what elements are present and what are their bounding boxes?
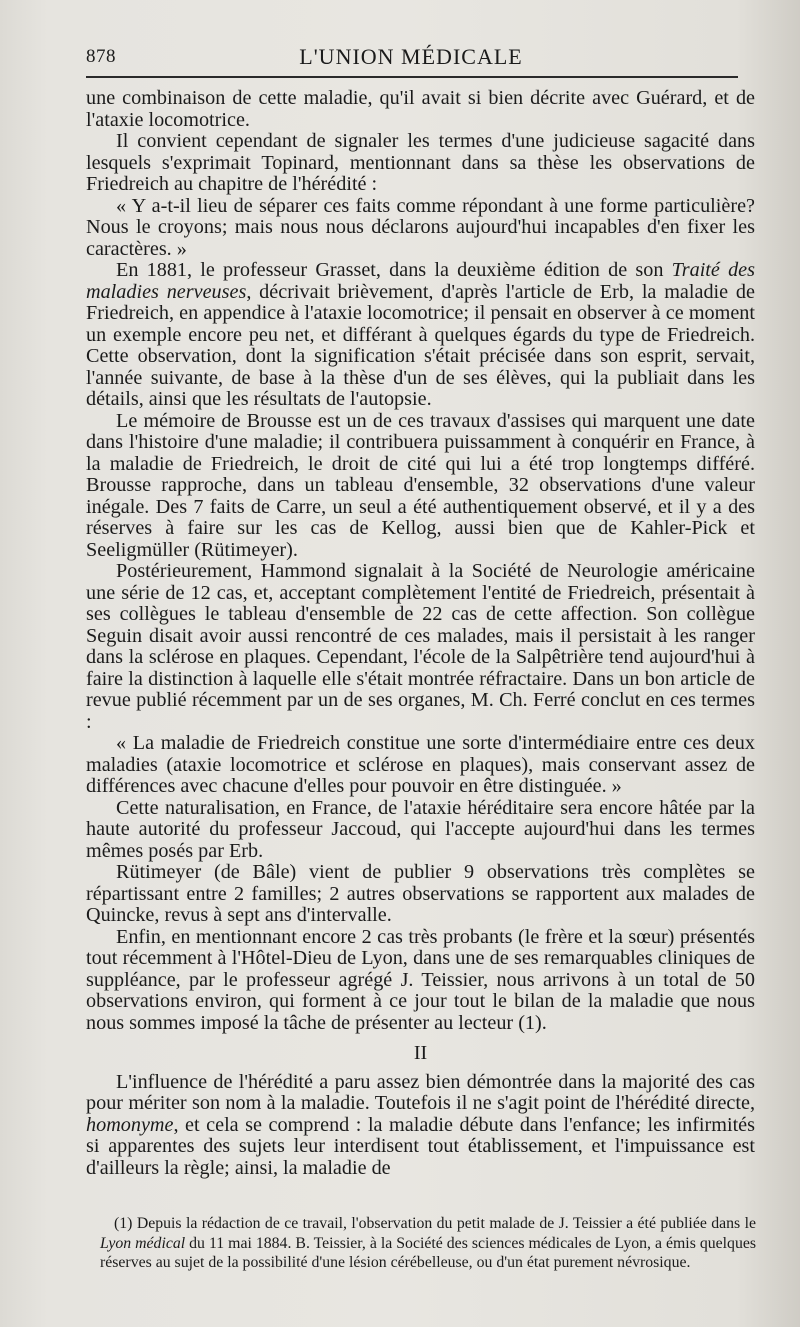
- paragraph-hammond: Postérieurement, Hammond signalait à la Société de Neurologie américaine une série de 12 cas, et, acceptant complètement l'entité de Friedreich, présentait à ses collègues le tableau d'ensemble de 22 cas de cette affection. Son collègue Seguin disait avoir aussi rencontré de ces malades, mais il persistait à les ranger dans la sclérose en plaques. Cependant, l'école de la Salpêtrière tend aujourd'hui à faire la distinction à laquelle elle s'était montrée réfractaire. Dans un bon article de revue publié récemment par un de ses organes, M. Ch. Ferré conclut en ces termes :: [86, 560, 755, 733]
- header-rule: [86, 76, 738, 78]
- paragraph-teissier: Enfin, en mentionnant encore 2 cas très probants (le frère et la sœur) présentés tout récemment à l'Hôtel-Dieu de Lyon, dans une de ses remarquables cliniques de suppléance, par le professeur agrégé J. Teissier, nous arrivons à un total de 50 observations environ, qui forment à ce jour tout le bilan de la maladie que nous nous sommes imposé la tâche de présenter au lecteur (1).: [86, 925, 755, 1034]
- text-span: (1) Depuis la rédaction de ce travail, l'observation du petit malade de J. Teissier a été publiée dans le: [114, 1215, 756, 1232]
- page-header: [86, 44, 736, 74]
- footnote-text: [100, 1214, 756, 1273]
- footnote: [100, 1214, 756, 1273]
- paragraph-rutimeyer: Rütimeyer (de Bâle) vient de publier 9 observations très complètes se répartissant entre 2 familles; 2 autres observations se rapportent aux malades de Quincke, revus à sept ans d'intervalle.: [86, 861, 755, 926]
- journal-title: Lyon médical: [100, 1234, 186, 1252]
- running-title: L'UNION MÉDICALE: [299, 44, 523, 69]
- section-heading: II: [413, 1042, 428, 1064]
- paragraph-grasset: [86, 260, 755, 411]
- page-number: 878: [86, 46, 116, 67]
- paragraph-jaccoud: Cette naturalisation, en France, de l'ataxie héréditaire sera encore hâtée par la haute autorité du professeur Jaccoud, qui l'accepte aujourd'hui dans les termes mêmes posés par Erb.: [86, 796, 755, 862]
- paragraph-heredite: [86, 1072, 755, 1180]
- paragraph-brousse: Le mémoire de Brousse est un de ces travaux d'assises qui marquent une date dans l'histoire d'une maladie; il contribuera puissamment à conquérir en France, à la maladie de Friedreich, le droit de cité qui lui a été trop longtemps différé. Brousse rapproche, dans un tableau d'ensemble, 32 observations d'une valeur inégale. Des 7 faits de Carre, un seul a été authentiquement observé, et il y a des réserves à faire sur les cas de Kellog, aussi bien que de Kahler-Pick et Seeligmüller (Rütimeyer).: [86, 409, 755, 561]
- paragraph-2: Il convient cependant de signaler les termes d'une judicieuse sagacité dans lesquels s'exprimait Topinard, mentionnant dans sa thèse les observations de Friedreich au chapitre de l'hérédité :: [86, 130, 755, 195]
- text-span: , décrivait brièvement, d'après l'article de Erb, la maladie de Friedreich, en appendice à l'ataxie locomotrice; il pensait en observer à ce moment un exemple encore peu net, et différant à quelques égards du type de Friedreich. Cette observation, dont la signification s'était précisée dans son esprit, servait, l'année suivante, de base à la thèse d'un de ses élèves, qui la publiait dans les détails, ainsi que les résultats de l'autopsie.: [86, 280, 755, 410]
- text-span: L'influence de l'hérédité a paru assez bien démontrée dans la majorité des cas pour mériter son nom à la maladie. Toutefois il ne s'agit point de l'hérédité directe,: [86, 1070, 755, 1114]
- body-text: [86, 88, 755, 1179]
- text-span: , et cela se comprend : la maladie débute dans l'enfance; les infirmités si apparentes des sujets leur interdisent tout établissement, et l'impuissance est d'ailleurs la règle; ainsi, la maladie de: [86, 1113, 755, 1179]
- text-span: du 11 mai 1884. B. Teissier, à la Société des sciences médicales de Lyon, a émis quelques réserves au sujet de la possibilité d'une lésion cérébelleuse, ou d'un état purement névrosique.: [100, 1234, 757, 1272]
- text-span: En 1881, le professeur Grasset, dans la deuxième édition de son: [116, 259, 672, 281]
- emphasis: homonyme: [86, 1113, 174, 1136]
- quotation-ferre: « La maladie de Friedreich constitue une sorte d'intermédiaire entre ces deux maladies (ataxie locomotrice et sclérose en plaques), mais conservant assez de différences avec chacune d'elles pour pouvoir en être distinguée. »: [86, 732, 755, 797]
- book-title: Traité des maladies nerveuses: [86, 259, 755, 303]
- paragraph-1: une combinaison de cette maladie, qu'il avait si bien décrite avec Guérard, et de l'ataxie locomotrice.: [86, 87, 755, 131]
- quotation-topinard: « Y a-t-il lieu de séparer ces faits comme répondant à une forme particulière? Nous le croyons; mais nous nous déclarons aujourd'hui incapables d'en fixer les caractères. »: [86, 194, 755, 260]
